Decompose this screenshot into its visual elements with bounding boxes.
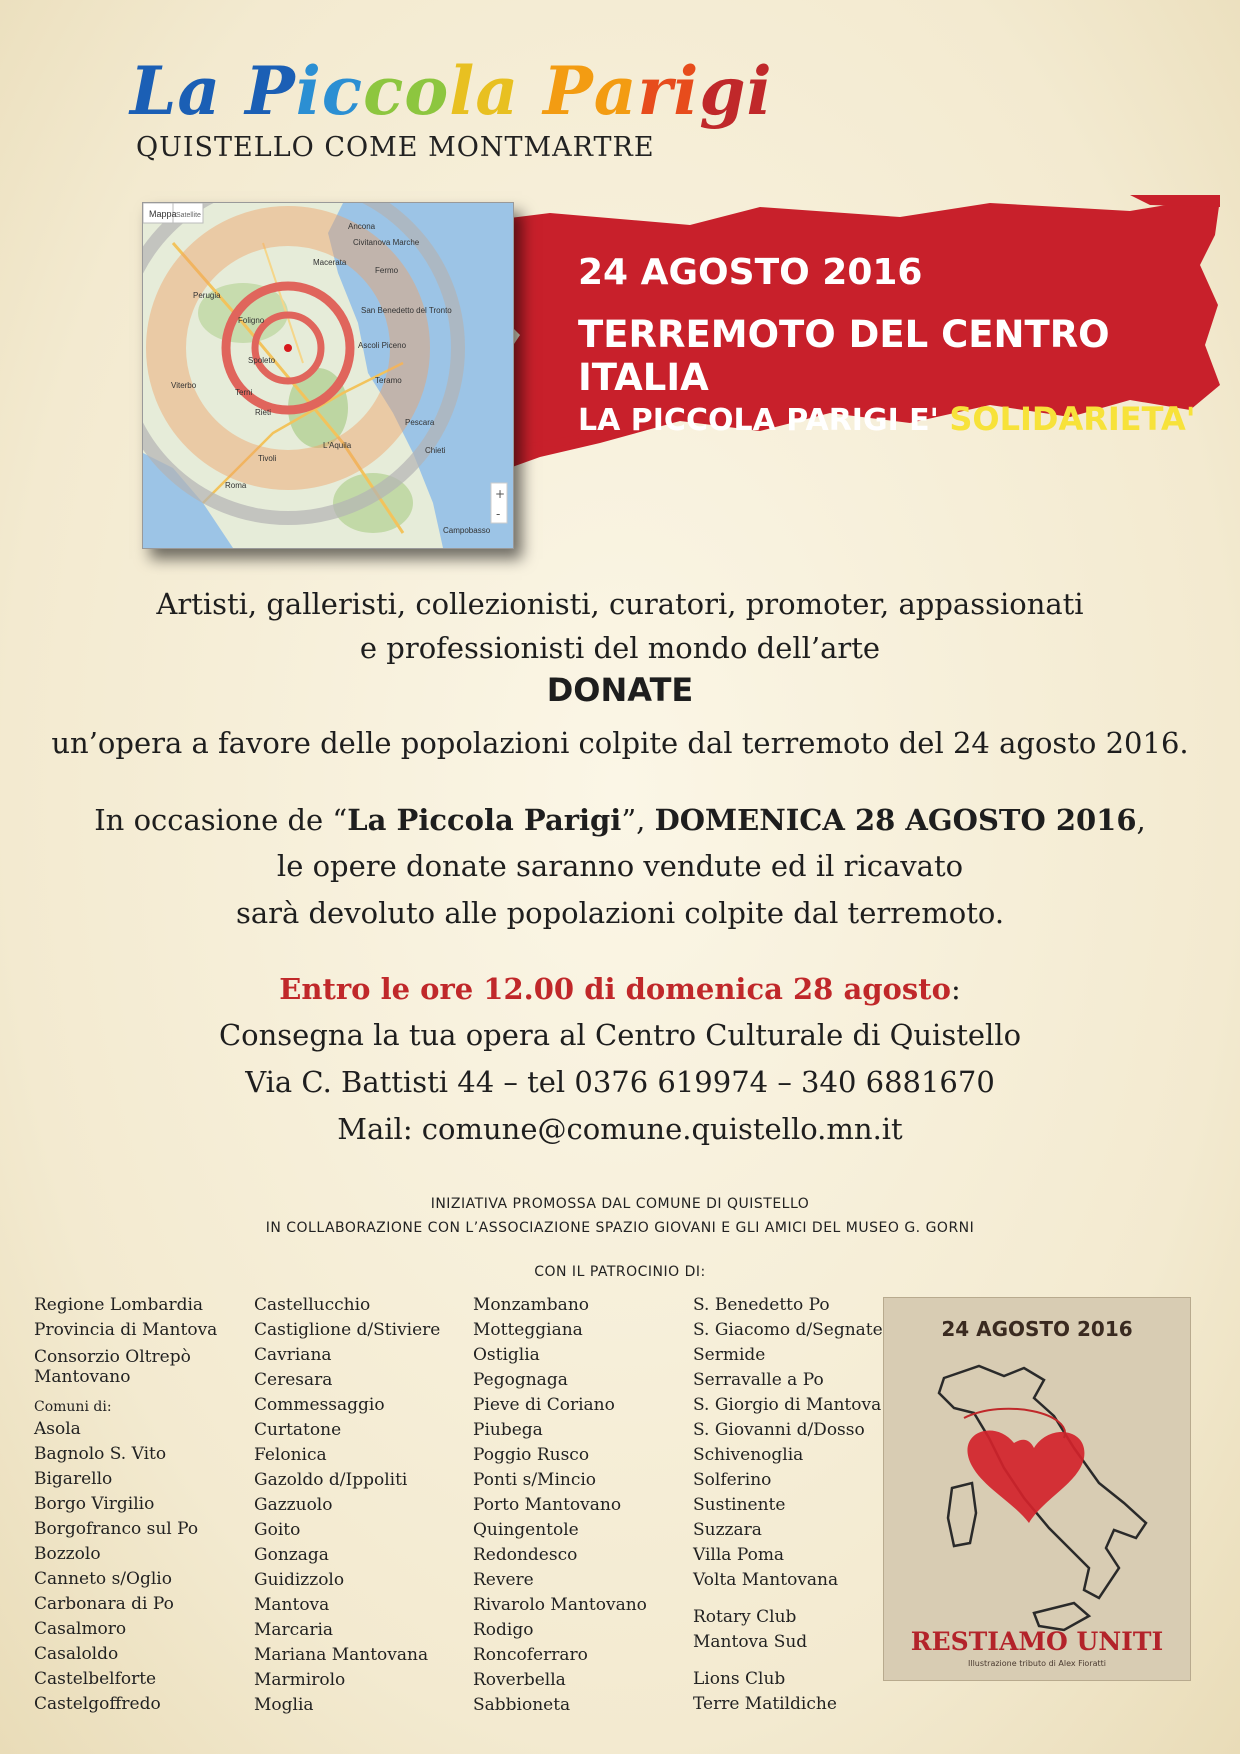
delivery-email: Mail: comune@comune.quistello.mn.it (337, 1112, 903, 1146)
occasion-line-3: sarà devoluto alle popolazioni colpite dal terremoto. (235, 896, 1005, 930)
delivery-place: Consegna la tua opera al Centro Culturale di Quistello (218, 1018, 1022, 1052)
map-label: Tivoli (258, 454, 277, 463)
patron-item: Mantova (254, 1595, 330, 1615)
poster-caption: Illustrazione tributo di Alex Fioratti (967, 1659, 1107, 1668)
occasion-middle: ”, (621, 803, 655, 837)
map-label: Fermo (375, 266, 399, 275)
patron-item: Consorzio Oltrepò (34, 1347, 191, 1367)
patron-item: Mantovano (34, 1367, 131, 1387)
patron-item: Gonzaga (254, 1545, 329, 1565)
occasion-line-2: le opere donate saranno vendute ed il ricavato (276, 849, 964, 883)
patron-item: Casalmoro (34, 1619, 127, 1639)
patron-item: Solferino (693, 1470, 772, 1490)
poster-date: 24 AGOSTO 2016 (941, 1317, 1133, 1341)
patron-item: Mantova Sud (693, 1632, 808, 1652)
patron-item: Borgofranco sul Po (34, 1519, 199, 1539)
restiamo-uniti-poster (884, 1298, 1190, 1680)
patron-item: Castiglione d/Stiviere (254, 1320, 441, 1340)
patron-item: Quingentole (473, 1520, 579, 1540)
zoom-out-icon[interactable]: - (496, 507, 501, 521)
banner-date: 24 AGOSTO 2016 (578, 252, 923, 293)
rotary-club (693, 1605, 883, 1655)
banner-solidarity-highlight: SOLIDARIETA' (949, 400, 1196, 438)
deadline-colon: : (950, 972, 961, 1006)
zoom-in-icon[interactable]: + (495, 487, 506, 501)
patron-item: Goito (254, 1520, 301, 1540)
banner-solidarity-prefix: LA PICCOLA PARIGI E' (578, 403, 939, 438)
map-label: Civitanova Marche (353, 238, 420, 247)
map-label: Ascoli Piceno (358, 341, 407, 350)
intro-line-2: e professionisti del mondo dell’arte (359, 631, 881, 665)
patron-item: Pegognaga (473, 1370, 568, 1390)
patron-item: Suzzara (693, 1520, 762, 1540)
patron-item: Revere (473, 1570, 534, 1590)
occasion-suffix: , (1136, 803, 1146, 837)
patron-item: Marcaria (254, 1620, 334, 1640)
map-label: Campobasso (443, 526, 491, 535)
patron-item: Sabbioneta (473, 1695, 571, 1715)
patron-item: Casaloldo (34, 1644, 119, 1664)
patron-item: Rivarolo Mantovano (473, 1595, 647, 1615)
lions-club (693, 1667, 883, 1717)
patrons-column-4 (693, 1293, 883, 1717)
patron-item: Borgo Virgilio (34, 1494, 155, 1514)
patron-item: Provincia di Mantova (34, 1320, 218, 1340)
intro-line-1: Artisti, galleristi, collezionisti, curatori, promoter, appassionati (156, 587, 1084, 621)
patron-item: Terre Matildiche (693, 1694, 837, 1714)
map-label: Roma (225, 481, 247, 490)
comuni-label: Comuni di: (34, 1399, 112, 1415)
patron-item: Serravalle a Po (693, 1370, 824, 1390)
patron-item: Moglia (254, 1695, 314, 1715)
patron-item: Guidizzolo (254, 1570, 345, 1590)
patron-item: Villa Poma (693, 1545, 785, 1565)
map-label: Macerata (313, 258, 347, 267)
patron-item: Bozzolo (34, 1544, 101, 1564)
map-label: Rieti (255, 408, 272, 417)
map-label: Ancona (348, 222, 376, 231)
map-label: Teramo (375, 376, 402, 385)
patron-item: Commessaggio (254, 1395, 385, 1415)
patron-item: Volta Mantovana (693, 1570, 839, 1590)
patron-item: S. Giacomo d/Segnate (693, 1320, 883, 1340)
patron-item: S. Benedetto Po (693, 1295, 830, 1315)
patron-item: S. Giovanni d/Dosso (693, 1420, 865, 1440)
patron-item: Monzambano (473, 1295, 590, 1315)
patron-item: Cavriana (254, 1345, 332, 1365)
map-image (143, 203, 513, 548)
earthquake-map (142, 202, 514, 549)
patron-item: Pieve di Coriano (473, 1395, 615, 1415)
map-label: Spoleto (248, 356, 276, 365)
patron-item: Rodigo (473, 1620, 534, 1640)
patron-item: Porto Mantovano (473, 1495, 622, 1515)
intro-line-3: un’opera a favore delle popolazioni colpite dal terremoto del 24 agosto 2016. (51, 726, 1189, 760)
map-label: Foligno (238, 316, 265, 325)
map-label: Viterbo (171, 381, 197, 390)
map-label: Perugia (193, 291, 221, 300)
logo-title: La Piccola Parigi (130, 52, 773, 130)
patron-item: Mariana Mantovana (254, 1645, 429, 1665)
patron-item: Roncoferraro (473, 1645, 588, 1665)
patron-item: Asola (34, 1419, 81, 1439)
logo-subtitle: QUISTELLO COME MONTMARTRE (136, 132, 655, 163)
patron-item: Ponti s/Mincio (473, 1470, 597, 1490)
patron-item: Marmirolo (254, 1670, 346, 1690)
deadline-text: Entro le ore 12.00 di domenica 28 agosto (279, 972, 951, 1006)
deadline-line (0, 966, 1240, 1012)
map-tab-satellite[interactable]: Satellite (176, 212, 201, 219)
banner-solidarity (578, 400, 1196, 438)
map-label: Pescara (405, 418, 435, 427)
patrons-column-1 (34, 1293, 217, 1717)
patron-item: Ceresara (254, 1370, 333, 1390)
patron-item: Carbonara di Po (34, 1594, 174, 1614)
patron-item: Lions Club (693, 1669, 786, 1689)
patronage-label: CON IL PATROCINIO DI: (534, 1264, 706, 1280)
patron-item: Gazzuolo (254, 1495, 333, 1515)
delivery-address: Via C. Battisti 44 – tel 0376 619974 – 340 6881670 (245, 1065, 995, 1099)
patrons-column-2 (254, 1293, 440, 1718)
patron-item: Poggio Rusco (473, 1445, 590, 1465)
occasion-prefix: In occasione de “ (94, 803, 348, 837)
map-tab-map[interactable]: Mappa (149, 209, 177, 219)
patron-item: Piubega (473, 1420, 543, 1440)
poster-title: RESTIAMO UNITI (910, 1627, 1164, 1656)
occasion-date: DOMENICA 28 AGOSTO 2016 (654, 803, 1137, 837)
patron-item: Regione Lombardia (34, 1295, 204, 1315)
patron-item: Bagnolo S. Vito (34, 1444, 167, 1464)
map-label: L'Aquila (323, 441, 352, 450)
patron-item: Gazoldo d/Ippoliti (254, 1470, 408, 1490)
occasion-event: La Piccola Parigi (347, 803, 622, 837)
patron-item: Roverbella (473, 1670, 566, 1690)
patron-item: Castelbelforte (34, 1669, 157, 1689)
donate-heading: DONATE (546, 671, 694, 709)
patron-item: Bigarello (34, 1469, 113, 1489)
patron-item: Castellucchio (254, 1295, 371, 1315)
map-label: Terni (235, 388, 253, 397)
patron-item: Castelgoffredo (34, 1694, 161, 1714)
patron-item: Ostiglia (473, 1345, 540, 1365)
italy-heart-illustration (884, 1298, 1190, 1680)
patron-item: Canneto s/Oglio (34, 1569, 172, 1589)
map-label: Chieti (425, 446, 446, 455)
occasion-line-1 (0, 797, 1240, 843)
patron-item: Rotary Club (693, 1607, 797, 1627)
patron-item: Curtatone (254, 1420, 342, 1440)
patron-item: S. Giorgio di Mantova (693, 1395, 882, 1415)
map-label: San Benedetto del Tronto (361, 306, 452, 315)
credits-line-1: INIZIATIVA PROMOSSA DAL COMUNE DI QUISTELLO (430, 1196, 810, 1212)
patron-item: Sermide (693, 1345, 766, 1365)
banner-headline: TERREMOTO DEL CENTRO ITALIA (578, 313, 1110, 399)
patron-item: Felonica (254, 1445, 327, 1465)
patron-item: Motteggiana (473, 1320, 583, 1340)
patrons-column-3 (473, 1293, 647, 1718)
patron-item: Sustinente (693, 1495, 786, 1515)
credits-line-2: IN COLLABORAZIONE CON L’ASSOCIAZIONE SPAZIO GIOVANI E GLI AMICI DEL MUSEO G. GORNI (265, 1220, 975, 1236)
patron-item: Schivenoglia (693, 1445, 804, 1465)
patron-item: Redondesco (473, 1545, 578, 1565)
